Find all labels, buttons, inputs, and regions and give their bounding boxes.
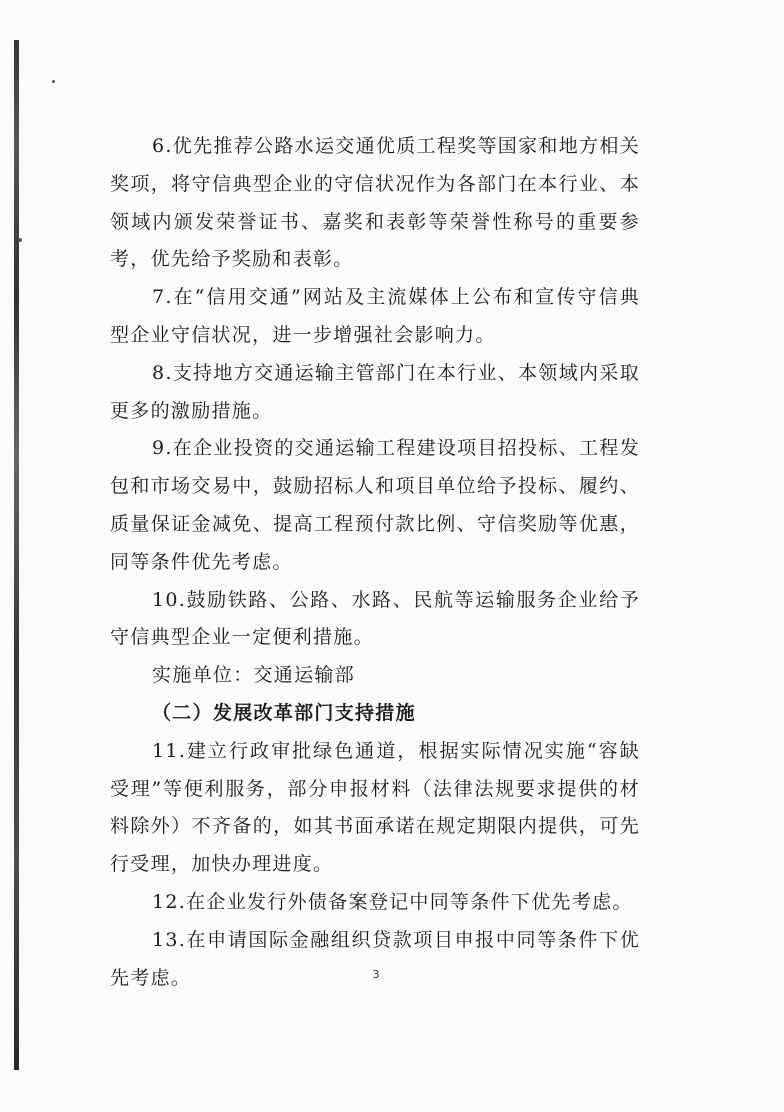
implementing-unit: 实施单位：交通运输部 (152, 664, 356, 687)
scan-speck (52, 80, 55, 83)
scan-binding-edge (14, 40, 19, 1070)
page-number: 3 (372, 968, 380, 981)
section-heading-2: （二）发展改革部门支持措施 (152, 701, 416, 724)
document-body (110, 128, 640, 997)
paragraph-item-7: 7.在“信用交通”网站及主流媒体上公布和宣传守信典型企业守信状况，进一步增强社会影响力。 (110, 286, 640, 346)
paragraph-item-9: 9.在企业投资的交通运输工程建设项目招投标、工程发包和市场交易中，鼓励招标人和项目单位给予投标、履约、质量保证金减免、提高工程预付款比例、守信奖励等优惠，同等条件优先考虑。 (110, 437, 640, 573)
paragraph-item-8: 8.支持地方交通运输主管部门在本行业、本领域内采取更多的激励措施。 (110, 361, 640, 422)
paragraph-item-12: 12.在企业发行外债备案登记中同等条件下优先考虑。 (152, 890, 633, 913)
paragraph-item-6: 6.优先推荐公路水运交通优质工程奖等国家和地方相关奖项，将守信典型企业的守信状况作为各部门在本行业、本领域内颁发荣誉证书、嘉奖和表彰等荣誉性称号的重要参考，优先给予奖励和表彰。 (110, 135, 640, 271)
paragraph-item-13: 13.在申请国际金融组织贷款项目申报中同等条件下优先考虑。 (110, 928, 640, 989)
paragraph-item-11: 11.建立行政审批绿色通道，根据实际情况实施“容缺受理”等便利服务，部分申报材料（法律法规要求提供的材料除外）不齐备的，如其书面承诺在规定期限内提供，可先行受理，加快办理进度。 (110, 739, 640, 876)
paragraph-item-10: 10.鼓励铁路、公路、水路、民航等运输服务企业给予守信典型企业一定便利措施。 (110, 588, 640, 649)
scan-speck (18, 238, 22, 242)
